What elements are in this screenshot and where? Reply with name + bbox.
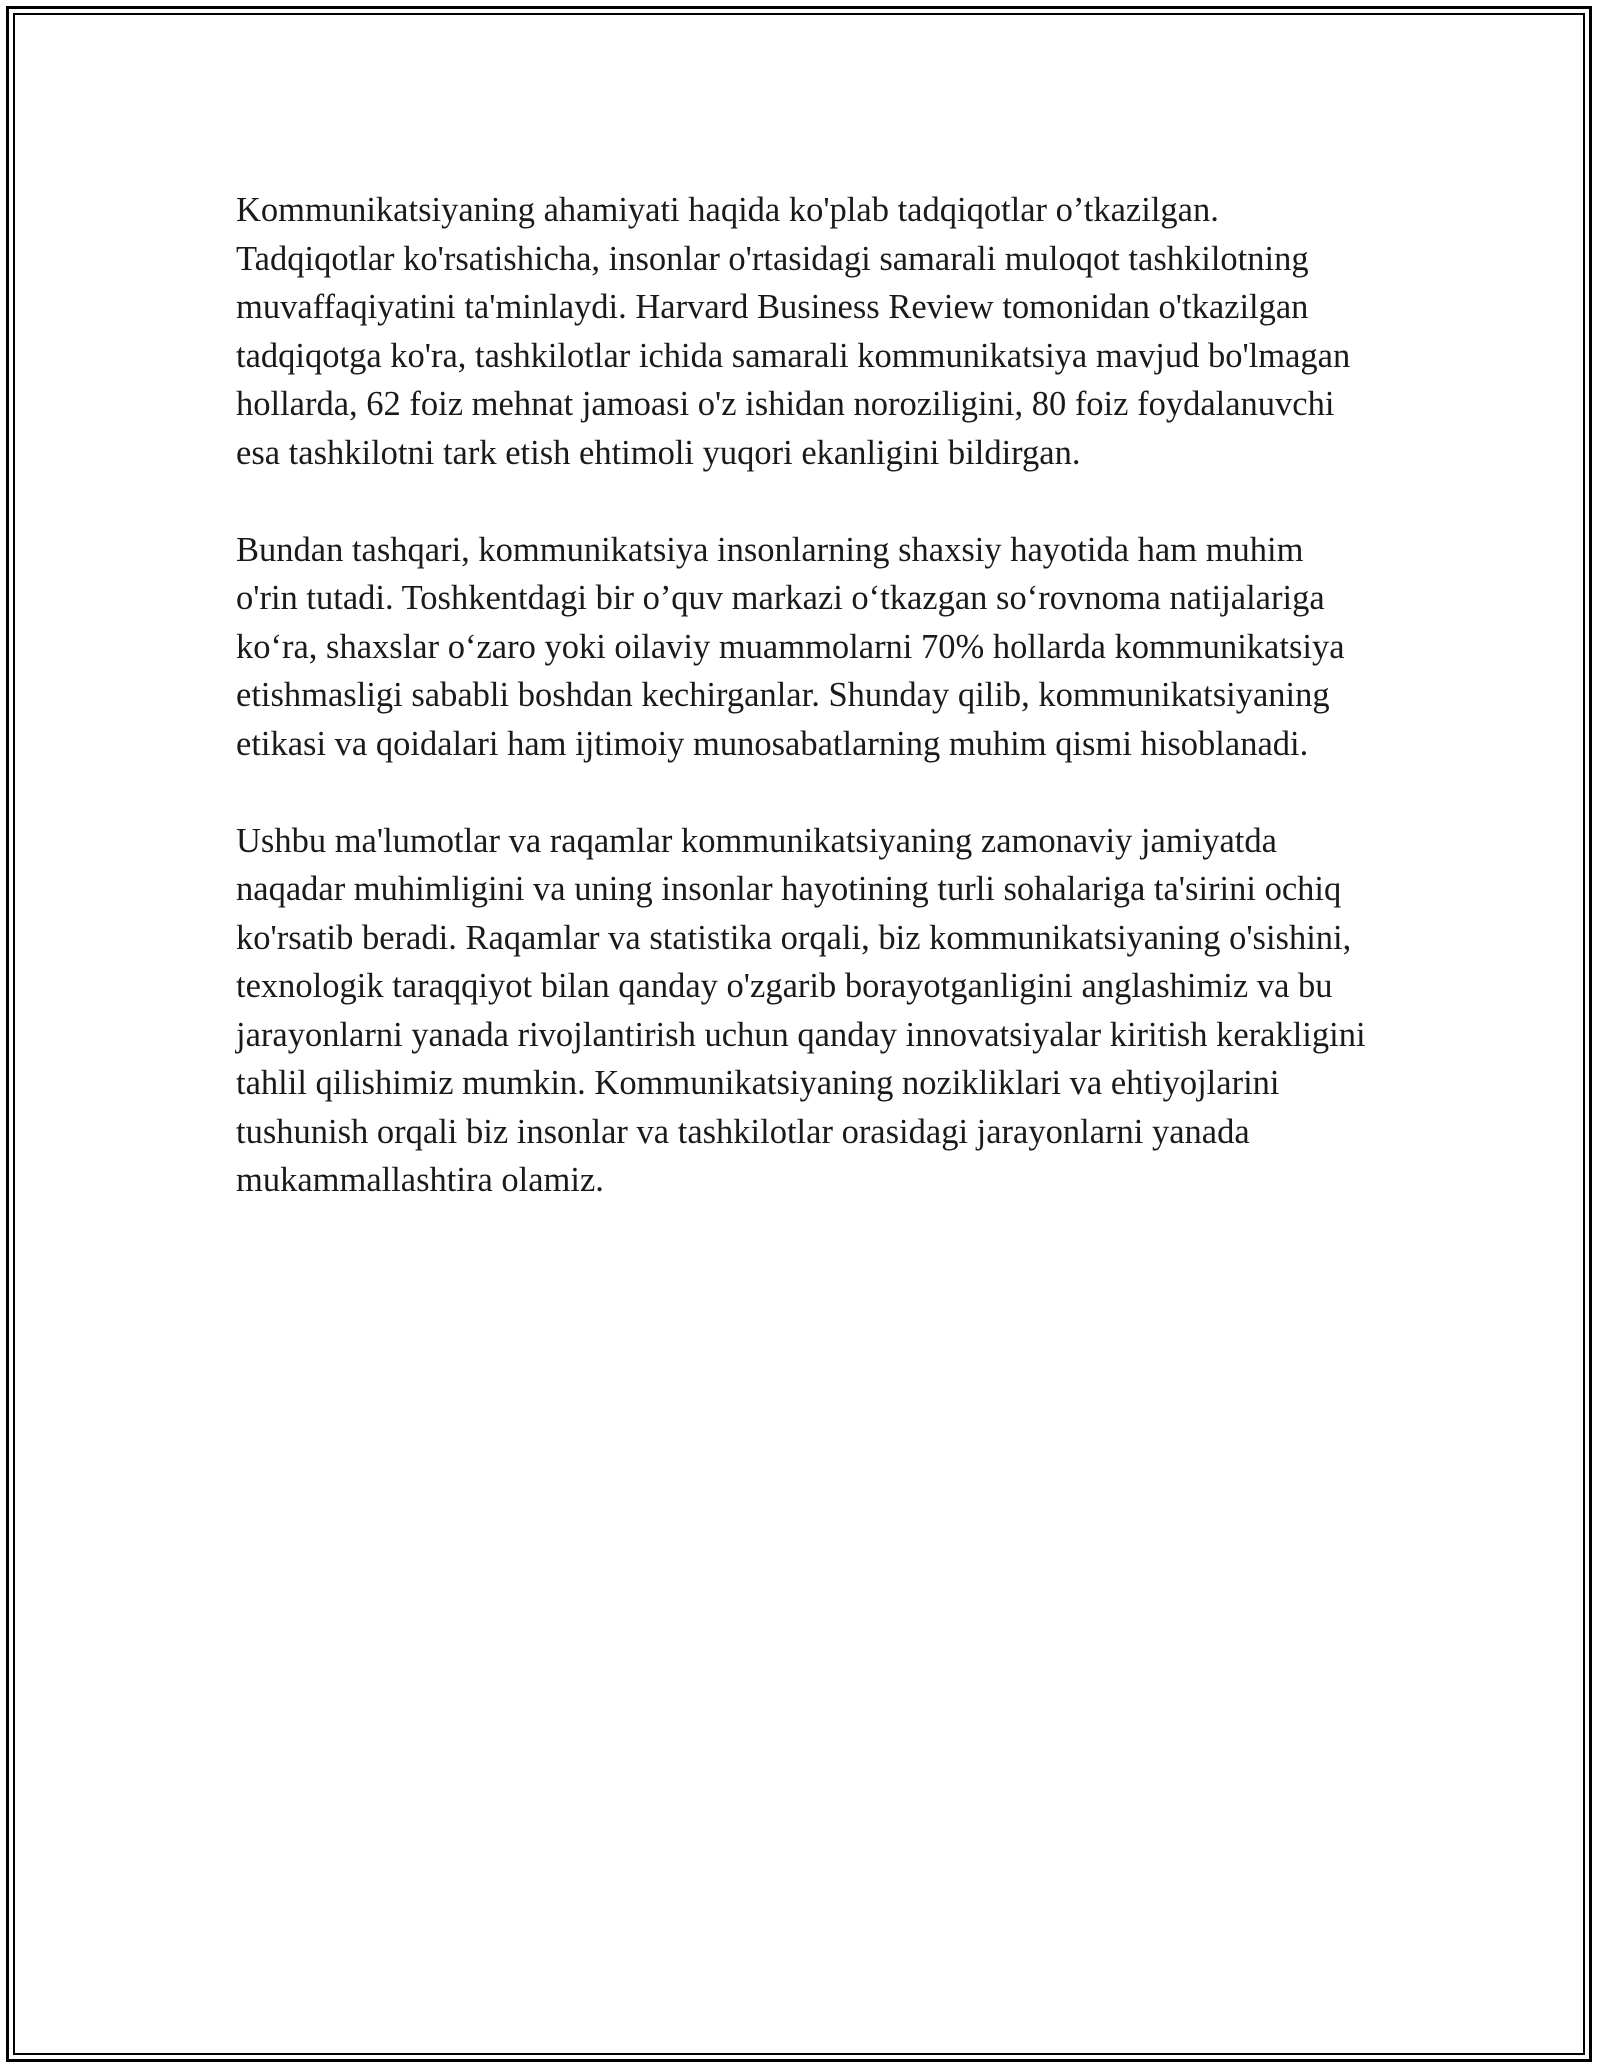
paragraph-3: Ushbu ma'lumotlar va raqamlar kommunikatsiyaning zamonaviy jamiyatda naqadar muhimligini va uning insonlar hayotining turli sohalariga ta'sirini ochiq ko'rsatib beradi. Raqamlar va statistika orqali, biz kommunikatsiyaning o'sishini, texnologik taraqqiyot bilan qanday o'zgarib borayotganligini anglashimiz va bu jarayonlarni yanada rivojlantirish uchun qanday innovatsiyalar kiritish kerakligini tahlil qilishimiz mumkin. Kommunikatsiyaning nozikliklari va ehtiyojlarini tushunish orqali biz insonlar va tashkilotlar orasidagi jarayonlarni yanada mukammallashtira olamiz. bbox=[236, 821, 1366, 1199]
paragraph-1: Kommunikatsiyaning ahamiyati haqida ko'plab tadqiqotlar o’tkazilgan. Tadqiqotlar ko'rsatishicha, insonlar o'rtasidagi samarali muloqot tashkilotning muvaffaqiyatini ta'minlaydi. Harvard Business Review tomonidan o'tkazilgan tadqiqotga ko'ra, tashkilotlar ichida samarali kommunikatsiya mavjud bo'lmagan hollarda, 62 foiz mehnat jamoasi o'z ishidan noroziligini, 80 foiz foydalanuvchi esa tashkilotni tark etish ehtimoli yuqori ekanligini bildirgan. bbox=[236, 191, 1351, 472]
paragraph-2: Bundan tashqari, kommunikatsiya insonlarning shaxsiy hayotida ham muhim o'rin tutadi. Toshkentdagi bir o’quv markazi o‘tkazgan so‘rovnoma natijalariga ko‘ra, shaxslar o‘zaro yoki oilaviy muammolarni 70% hollarda kommunikatsiya etishmasligi sababli boshdan kechirganlar. Shunday qilib, kommunikatsiyaning etikasi va qoidalari ham ijtimoiy munosabatlarning muhim qismi hisoblanadi. bbox=[236, 530, 1345, 763]
document-body bbox=[236, 186, 1366, 1253]
